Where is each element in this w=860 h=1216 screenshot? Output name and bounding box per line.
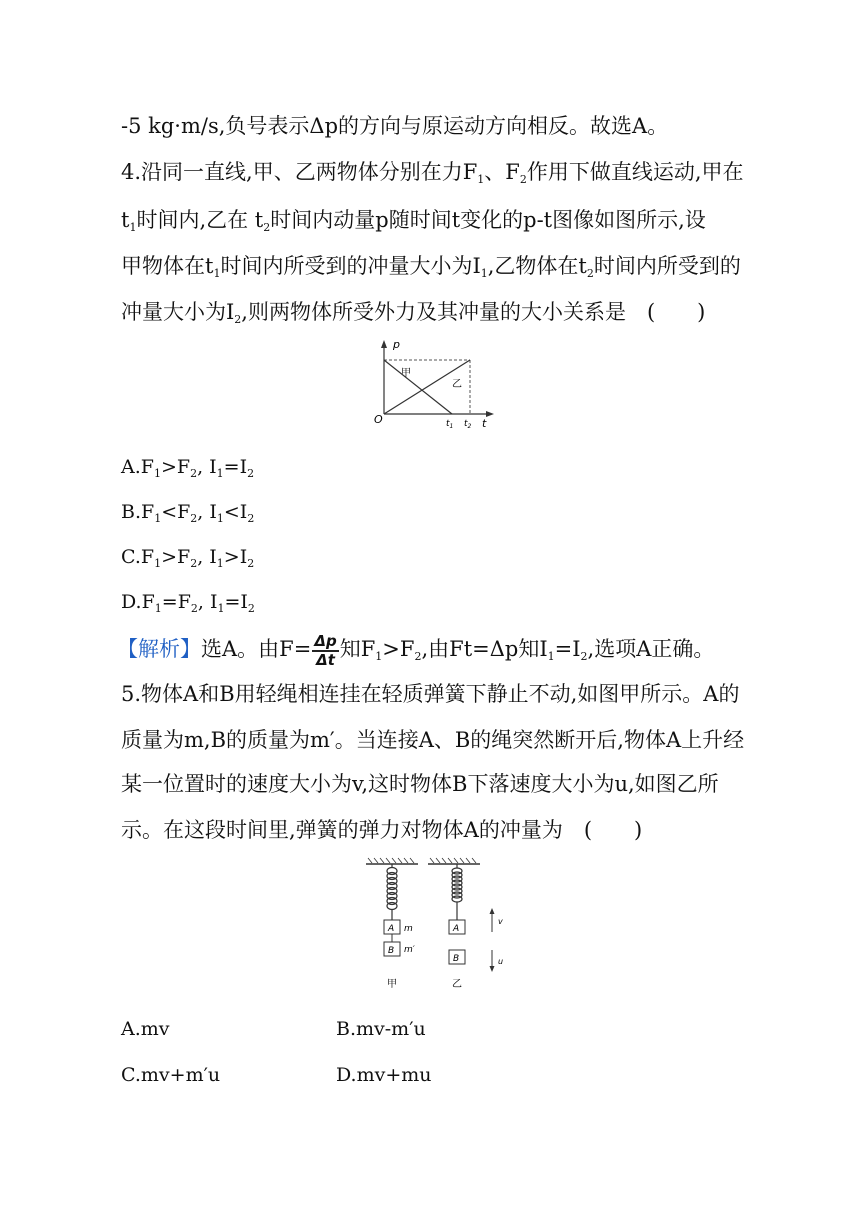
pt-graph-figure	[370, 336, 500, 432]
label-yi: 乙	[452, 379, 462, 390]
q5-option-b: B.mv-m′u	[336, 1018, 426, 1040]
q5-stem-line-3: 某一位置时的速度大小为v,这时物体B下落速度大小为u,如图乙所	[121, 772, 719, 796]
mass-m-prime-label: m′	[404, 945, 415, 955]
analysis-tag: 【解析】	[117, 637, 201, 661]
axis-p-label: p	[393, 338, 400, 351]
spring-right	[452, 864, 462, 920]
solution-continuation-line: -5 kg·m/s,负号表示Δp的方向与原运动方向相反。故选A。	[121, 114, 669, 138]
velocity-u-label: u	[498, 957, 504, 966]
axis-t-label: t	[482, 417, 487, 430]
q4-stem-line-2: $t_1$时间内,乙在 $t_2$时间内动量p随时间t变化的p-t图像如图所示,设	[121, 208, 706, 234]
q4-option-d: $D.F_1=F_2$, $I_1=I_2$	[121, 591, 255, 615]
q4-option-c: $C.F_1>F_2$, $I_1>I_2$	[121, 546, 255, 570]
block-a-left-label: A	[388, 924, 395, 934]
label-jia: 甲	[401, 368, 411, 379]
q5-option-c: C.mv+m′u	[121, 1064, 221, 1086]
q5-stem-line-1: 5.物体A和B用轻绳相连挂在轻质弹簧下静止不动,如图甲所示。A的	[121, 682, 740, 706]
q4-option-a: $A.F_1>F_2$, $I_1=I_2$	[121, 456, 255, 480]
delta-p-over-delta-t: $\frac{\Delta p}{\Delta t}$	[314, 631, 337, 669]
velocity-v-label: v	[498, 917, 503, 926]
q4-analysis: 【解析】选A。由F= $\frac{\Delta p}{\Delta t}$ 知$F_1>F_2$,由Ft=Δp知$I_1=I_2$,选项A正确。	[117, 631, 715, 669]
origin-label: O	[374, 413, 383, 426]
tick-t2: $t_2$	[464, 419, 472, 430]
block-b-left-label: B	[388, 946, 395, 956]
block-b-right-label: B	[453, 954, 460, 964]
q4-option-b: $B.F_1<F_2$, $I_1<I_2$	[121, 501, 255, 525]
tick-t1: $t_1$	[446, 419, 454, 430]
mass-m-label: m	[404, 924, 413, 934]
q4-stem-line-4: 冲量大小为$I_2$,则两物体所受外力及其冲量的大小关系是 ( )	[121, 300, 706, 326]
caption-jia: 甲	[387, 979, 397, 990]
q5-stem-line-4: 示。在这段时间里,弹簧的弹力对物体A的冲量为 ( )	[121, 818, 643, 842]
q5-option-d: D.mv+mu	[336, 1064, 432, 1086]
ceiling-right	[428, 858, 480, 864]
caption-yi: 乙	[452, 979, 462, 990]
q4-stem-line-1: 4.沿同一直线,甲、乙两物体分别在力$F_1$、$F_2$作用下做直线运动,甲在	[121, 160, 744, 186]
q5-stem-line-2: 质量为m,B的质量为m′。当连接A、B的绳突然断开后,物体A上升经	[121, 728, 745, 752]
block-a-right-label: A	[453, 924, 460, 934]
ceiling-left	[366, 858, 418, 864]
line-jia	[384, 360, 452, 414]
q5-option-a: A.mv	[121, 1018, 170, 1040]
spring-figure	[362, 856, 522, 992]
spring-left	[387, 864, 397, 920]
q4-stem-line-3: 甲物体在$t_1$时间内所受到的冲量大小为$I_1$,乙物体在$t_2$时间内所受到的	[121, 254, 741, 280]
